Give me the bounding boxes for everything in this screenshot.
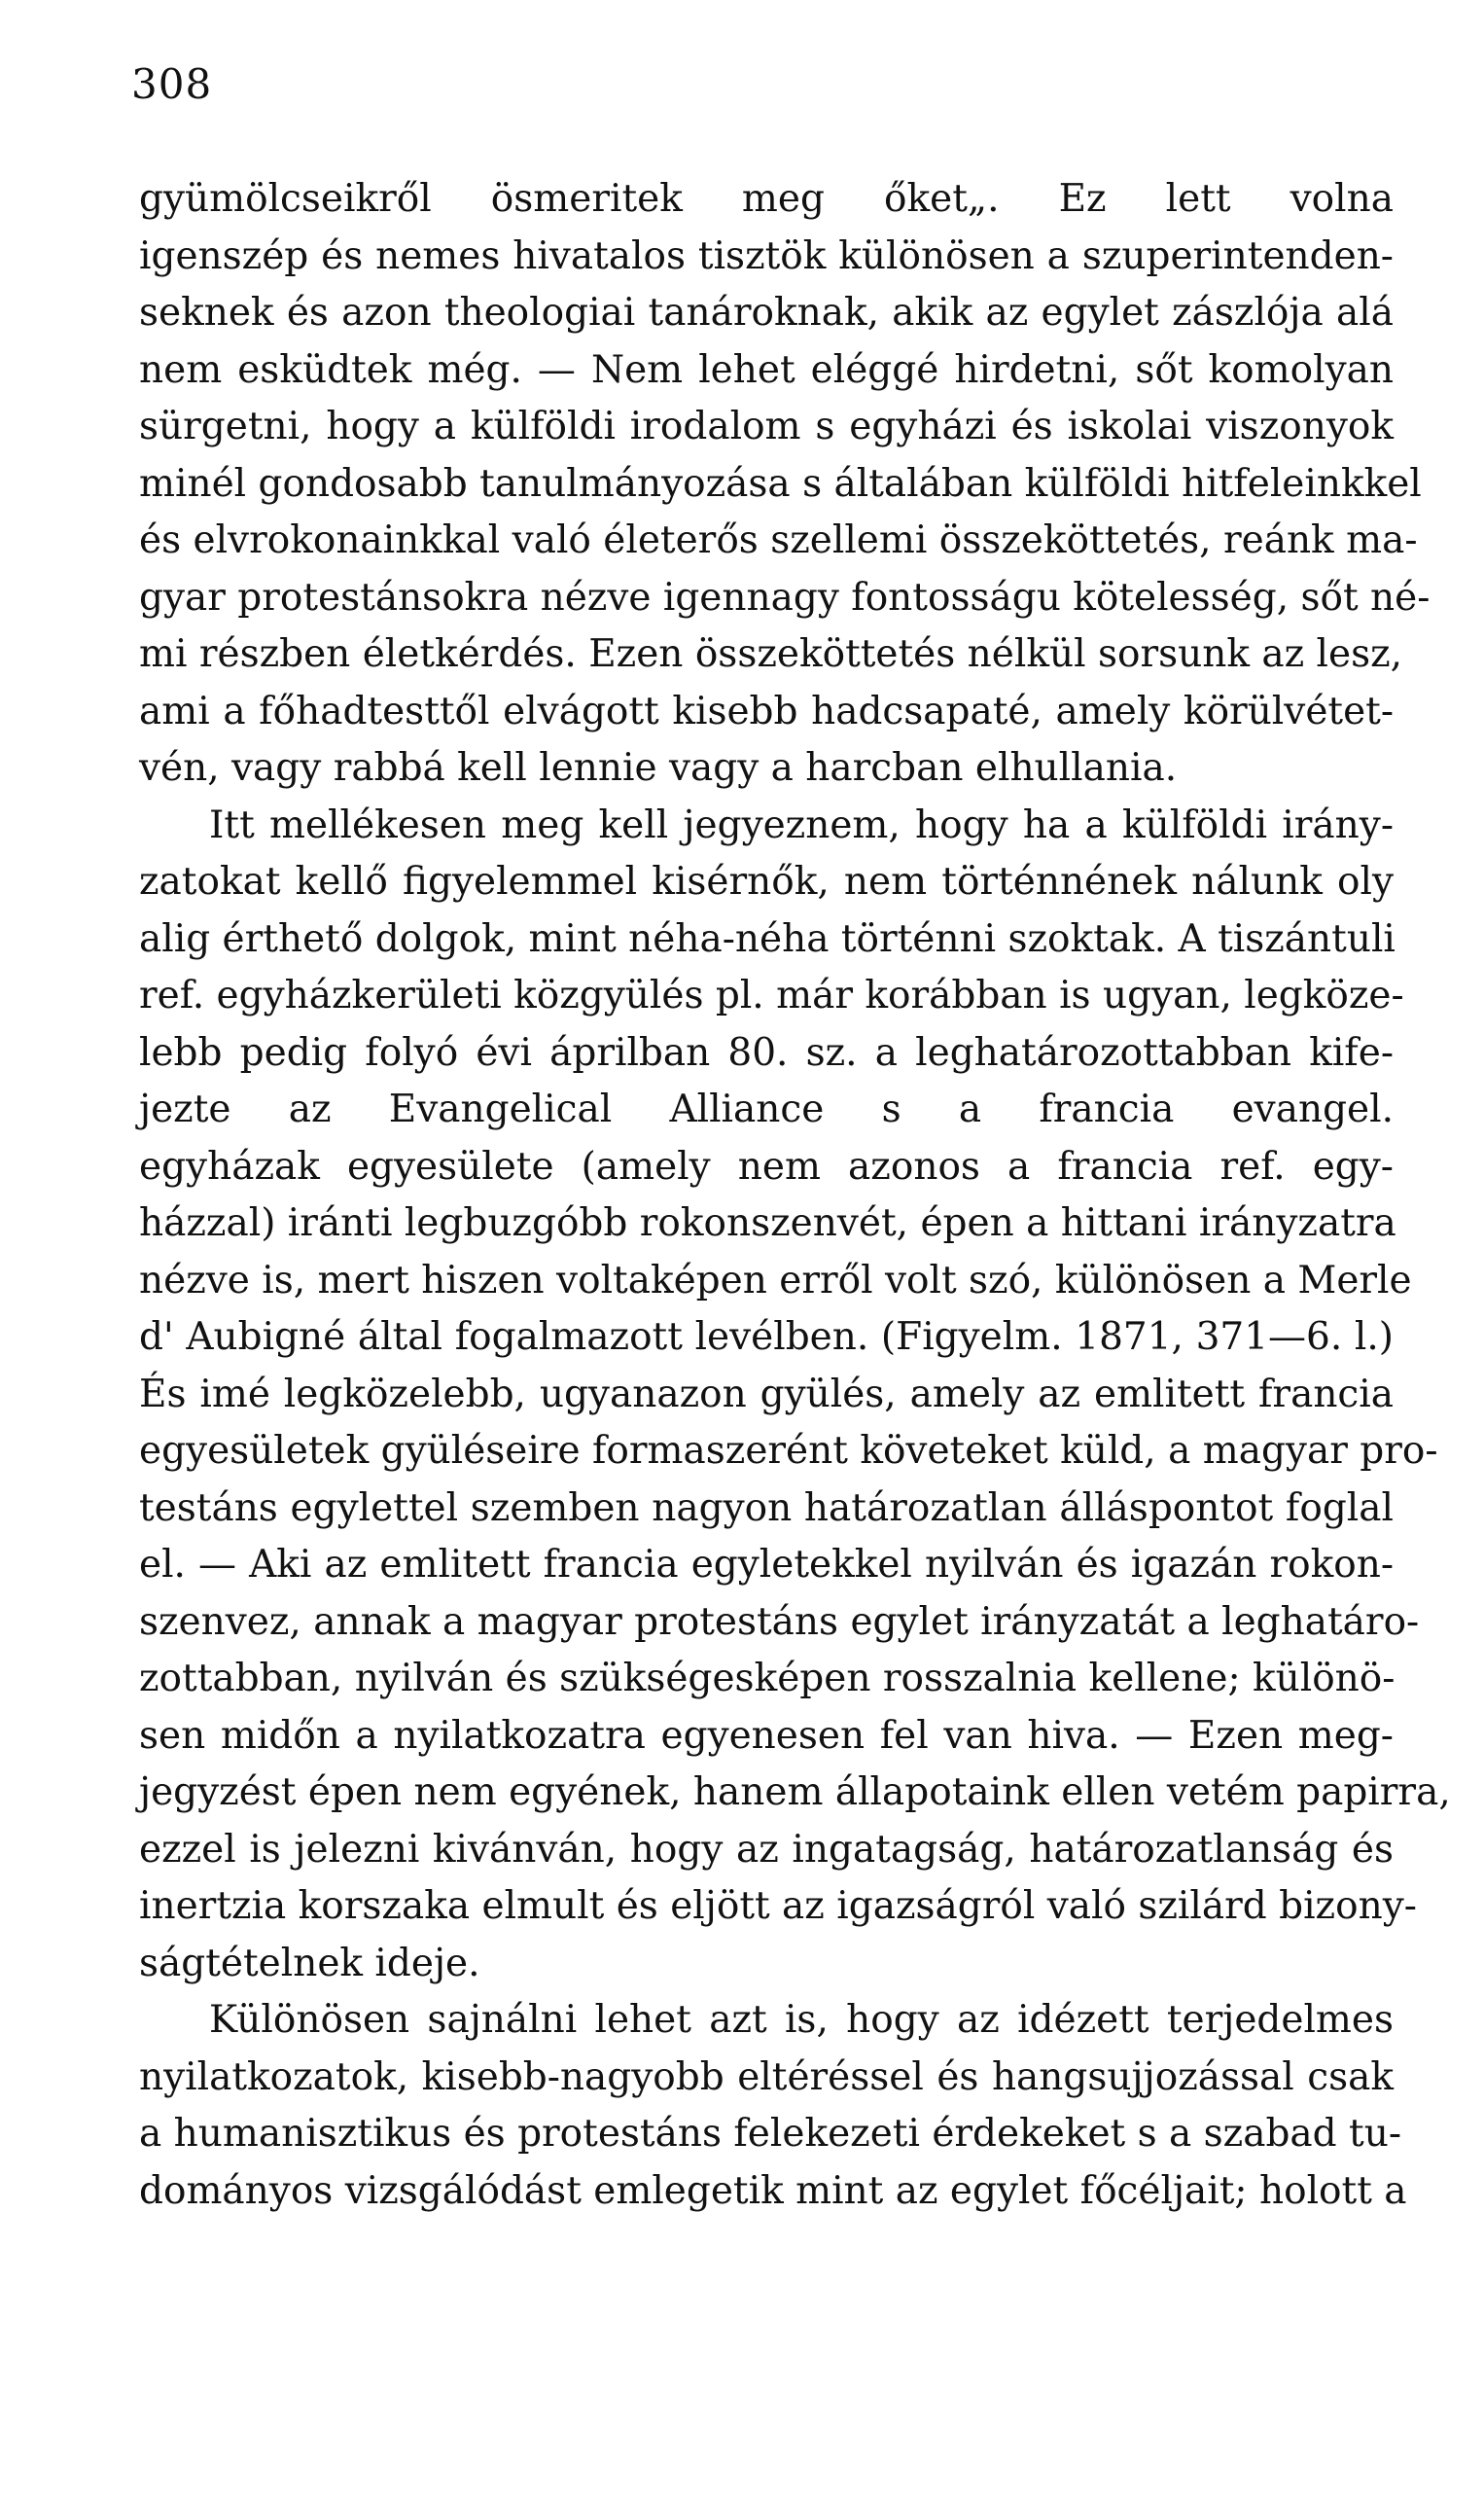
text-line: gyümölcseikről ösmeritek meg őket„. Ez lett volna: [139, 177, 1394, 221]
text-line: igenszép és nemes hivatalos tisztök különösen a szuperintenden-: [139, 233, 1394, 278]
text-line: jegyzést épen nem egyének, hanem állapotaink ellen vetém papirra,: [139, 1770, 1451, 1814]
text-line: És imé legközelebb, ugyanazon gyülés, amely az emlitett francia: [139, 1372, 1394, 1416]
text-line: nézve is, mert hiszen voltaképen erről volt szó, különösen a Merle: [139, 1258, 1412, 1303]
text-line: jezte az Evangelical Alliance s a francia evangel.: [139, 1088, 1394, 1131]
text-line: d' Aubigné által fogalmazott levélben. (Figyelm. 1871, 371—6. l.): [139, 1315, 1394, 1359]
paragraph-start-line: Különösen sajnálni lehet azt is, hogy az idézett terjedelmes: [209, 1998, 1394, 2042]
text-line: dományos vizsgálódást emlegetik mint az egylet főcéljait; holott a: [139, 2168, 1407, 2213]
text-line: sürgetni, hogy a külföldi irodalom s egyházi és iskolai viszonyok: [139, 405, 1394, 448]
text-line: ref. egyházkerületi közgyülés pl. már korábban is ugyan, legköze-: [139, 974, 1404, 1017]
body-text: [139, 171, 1451, 2220]
text-line: el. — Aki az emlitett francia egyletekkel nyilván és igazán rokon-: [139, 1543, 1394, 1587]
text-line: seknek és azon theologiai tanároknak, akik az egylet zászlója alá: [139, 291, 1394, 335]
text-line: gyar protestánsokra nézve igennagy fontosságu kötelesség, sőt né-: [139, 575, 1431, 620]
text-line: inertzia korszaka elmult és eljött az igazságról való szilárd bizony-: [139, 1884, 1417, 1928]
text-line: ami a főhadtesttől elvágott kisebb hadcsapaté, amely körülvétet-: [139, 689, 1394, 733]
text-line: minél gondosabb tanulmányozása s általában külföldi hitfeleinkkel: [139, 461, 1422, 506]
paragraph-start-line: Itt mellékesen meg kell jegyeznem, hogy ha a külföldi irány-: [209, 803, 1394, 847]
text-line: alig érthető dolgok, mint néha-néha történni szoktak. A tiszántuli: [139, 916, 1396, 961]
text-line: zatokat kellő figyelemmel kisérnők, nem történnének nálunk oly: [139, 860, 1394, 904]
text-line: a humanisztikus és protestáns felekezeti érdekeket s a szabad tu-: [139, 2112, 1402, 2156]
text-line: testáns egylettel szemben nagyon határozatlan álláspontot foglal: [139, 1485, 1394, 1530]
text-line: szenvez, annak a magyar protestáns egylet irányzatát a leghatáro-: [139, 1599, 1420, 1644]
text-line: egyesületek gyüléseire formaszerént követeket küld, a magyar pro-: [139, 1429, 1438, 1473]
text-line: mi részben életkérdés. Ezen összeköttetés nélkül sorsunk az lesz,: [139, 632, 1403, 676]
text-line: és elvrokonainkkal való életerős szellemi összeköttetés, reánk ma-: [139, 518, 1418, 562]
text-line: nem esküdtek még. — Nem lehet eléggé hirdetni, sőt komolyan: [139, 347, 1394, 392]
text-line: nyilatkozatok, kisebb-nagyobb eltéréssel és hangsujjozással csak: [139, 2054, 1394, 2099]
page-number: 308: [131, 60, 213, 108]
text-line: zottabban, nyilván és szükségesképen rosszalnia kellene; különö-: [139, 1657, 1396, 1700]
text-line: egyházak egyesülete (amely nem azonos a francia ref. egy-: [139, 1144, 1394, 1189]
text-line: lebb pedig folyó évi áprilban 80. sz. a leghatározottabban kife-: [139, 1030, 1394, 1075]
text-line: házzal) iránti legbuzgóbb rokonszenvét, épen a hittani irányzatra: [139, 1201, 1396, 1245]
paragraph-end-line: ságtételnek ideje.: [139, 1941, 480, 1985]
text-line: sen midőn a nyilatkozatra egyenesen fel van hiva. — Ezen meg-: [139, 1713, 1394, 1758]
text-line: ezzel is jelezni kivánván, hogy az ingatagság, határozatlanság és: [139, 1827, 1394, 1872]
paragraph-end-line: vén, vagy rabbá kell lennie vagy a harcban elhullania.: [139, 746, 1178, 790]
